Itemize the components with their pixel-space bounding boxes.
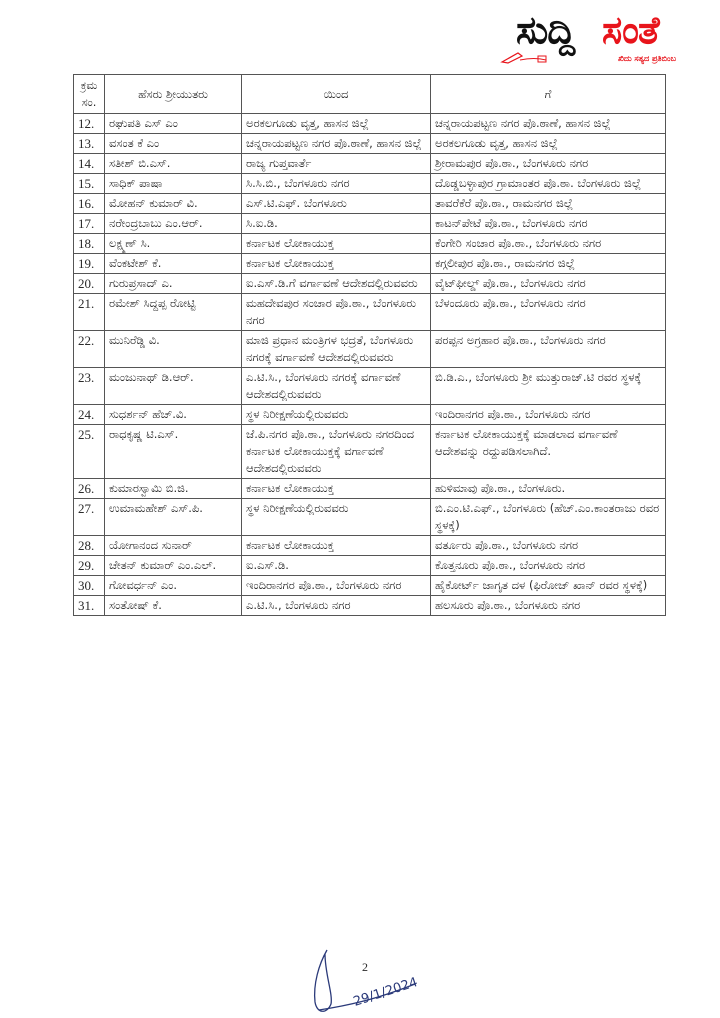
name-cell: ಸಾಧಿಕ್ ಪಾಷಾ: [105, 174, 242, 194]
from-cell: ಸ್ಥಳ ನಿರೀಕ್ಷಣೆಯಲ್ಲಿರುವವರು: [242, 499, 431, 536]
serial-cell: 29.: [74, 556, 105, 576]
to-cell: ಹಲಸೂರು ಪೊ.ಠಾ., ಬೆಂಗಳೂರು ನಗರ: [431, 596, 666, 616]
table-row: [74, 576, 666, 596]
table-header-row: [74, 75, 666, 114]
name-cell: ಗುರುಪ್ರಸಾದ್ ಎ.: [105, 274, 242, 294]
table-row: [74, 154, 666, 174]
table-row: [74, 405, 666, 425]
signature-date: 29/1/2024: [351, 974, 420, 1010]
logo-word-2: ಸಂತೆ: [602, 8, 659, 52]
serial-cell: 12.: [74, 114, 105, 134]
logo-word-1: ಸುದ್ದಿ: [516, 8, 575, 52]
name-cell: ರಾಧಕೃಷ್ಣ ಟಿ.ಎಸ್.: [105, 425, 242, 479]
brand-logo: [508, 8, 720, 64]
from-cell: ಎ.ಟಿ.ಸಿ., ಬೆಂಗಳೂರು ನಗರಕ್ಕೆ ವರ್ಗಾವಣೆ ಆದೇಶದಲ್ಲಿರುವವರು: [242, 368, 431, 405]
to-cell: ಅರಕಲಗೂಡು ವೃತ್ತ, ಹಾಸನ ಜಿಲ್ಲೆ: [431, 134, 666, 154]
to-cell: ಬೆಳಂದೂರು ಪೊ.ಠಾ., ಬೆಂಗಳೂರು ನಗರ: [431, 294, 666, 331]
from-cell: ಸಿ.ಸಿ.ಬಿ., ಬೆಂಗಳೂರು ನಗರ: [242, 174, 431, 194]
name-cell: ವೆಂಕಟೇಶ್ ಕೆ.: [105, 254, 242, 274]
name-cell: ಸತೀಶ್ ಬಿ.ಎಸ್.: [105, 154, 242, 174]
from-cell: ಜೆ.ಪಿ.ನಗರ ಪೊ.ಠಾ., ಬೆಂಗಳೂರು ನಗರದಿಂದ ಕರ್ನಾಟಕ ಲೋಕಾಯುಕ್ತಕ್ಕೆ ವರ್ಗಾವಣೆ ಆದೇಶದಲ್ಲಿರುವವರು: [242, 425, 431, 479]
table-row: [74, 134, 666, 154]
serial-cell: 30.: [74, 576, 105, 596]
to-cell: ವೈಟ್‌ಫೀಲ್ಡ್ ಪೊ.ಠಾ., ಬೆಂಗಳೂರು ನಗರ: [431, 274, 666, 294]
table-row: [74, 114, 666, 134]
to-cell: ಬಿ.ಎಂ.ಟಿ.ಎಫ್., ಬೆಂಗಳೂರು (ಹೆಚ್.ಎಂ.ಕಾಂತರಾಜು ರವರ ಸ್ಥಳಕ್ಕೆ): [431, 499, 666, 536]
from-cell: ಎ.ಟಿ.ಸಿ., ಬೆಂಗಳೂರು ನಗರ: [242, 596, 431, 616]
serial-cell: 25.: [74, 425, 105, 479]
from-cell: ಕರ್ನಾಟಕ ಲೋಕಾಯುಕ್ತ: [242, 536, 431, 556]
from-cell: ಮಾಜಿ ಪ್ರಧಾನ ಮಂತ್ರಿಗಳ ಭದ್ರತೆ, ಬೆಂಗಳೂರು ನಗರಕ್ಕೆ ವರ್ಗಾವಣೆ ಆದೇಶದಲ್ಲಿರುವವರು: [242, 331, 431, 368]
page-number: 2: [362, 960, 368, 974]
to-cell: ಪರಪ್ಪನ ಅಗ್ರಹಾರ ಪೊ.ಠಾ., ಬೆಂಗಳೂರು ನಗರ: [431, 331, 666, 368]
to-cell: ಶ್ರೀರಾಮಪುರ ಪೊ.ಠಾ., ಬೆಂಗಳೂರು ನಗರ: [431, 154, 666, 174]
name-cell: ಸಂತೋಷ್ ಕೆ.: [105, 596, 242, 616]
to-cell: ಇಂದಿರಾನಗರ ಪೊ.ಠಾ., ಬೆಂಗಳೂರು ನಗರ: [431, 405, 666, 425]
table-row: [74, 368, 666, 405]
table-row: [74, 194, 666, 214]
from-cell: ಮಹದೇವಪುರ ಸಂಚಾರ ಪೊ.ಠಾ., ಬೆಂಗಳೂರು ನಗರ: [242, 294, 431, 331]
name-cell: ಯೋಗಾನಂದ ಸುನಾರ್: [105, 536, 242, 556]
serial-cell: 16.: [74, 194, 105, 214]
from-cell: ಚನ್ನರಾಯಪಟ್ಟಣ ನಗರ ಪೊ.ಠಾಣೆ, ಹಾಸನ ಜಿಲ್ಲೆ: [242, 134, 431, 154]
to-cell: ಕಾಟನ್‌ಪೇಟೆ ಪೊ.ಠಾ., ಬೆಂಗಳೂರು ನಗರ: [431, 214, 666, 234]
serial-cell: 13.: [74, 134, 105, 154]
table-row: [74, 331, 666, 368]
from-cell: ಕರ್ನಾಟಕ ಲೋಕಾಯುಕ್ತ: [242, 479, 431, 499]
transfer-table: [73, 74, 666, 616]
name-cell: ರಘುಪತಿ ಎಸ್ ಎಂ: [105, 114, 242, 134]
serial-cell: 31.: [74, 596, 105, 616]
to-cell: ಹುಳಿಮಾವು ಪೊ.ಠಾ., ಬೆಂಗಳೂರು.: [431, 479, 666, 499]
to-cell: ಕೆಂಗೇರಿ ಸಂಚಾರ ಪೊ.ಠಾ., ಬೆಂಗಳೂರು ನಗರ: [431, 234, 666, 254]
serial-cell: 23.: [74, 368, 105, 405]
name-cell: ನರೇಂದ್ರಬಾಬು ಎಂ.ಆರ್.: [105, 214, 242, 234]
signature: [305, 944, 435, 1018]
name-cell: ಕುಮಾರಸ್ವಾಮಿ ಬಿ.ಜಿ.: [105, 479, 242, 499]
serial-cell: 22.: [74, 331, 105, 368]
serial-cell: 28.: [74, 536, 105, 556]
to-cell: ಚನ್ನರಾಯಪಟ್ಟಣ ನಗರ ಪೊ.ಠಾಣೆ, ಹಾಸನ ಜಿಲ್ಲೆ: [431, 114, 666, 134]
serial-cell: 24.: [74, 405, 105, 425]
to-cell: ಕಗ್ಗಲೀಪುರ ಪೊ.ಠಾ., ರಾಮನಗರ ಜಿಲ್ಲೆ: [431, 254, 666, 274]
to-cell: ದೊಡ್ಡಬಳ್ಳಾಪುರ ಗ್ರಾಮಾಂತರ ಪೊ.ಠಾ. ಬೆಂಗಳೂರು ಜಿಲ್ಲೆ: [431, 174, 666, 194]
name-cell: ವಸಂತ ಕೆ ಎಂ: [105, 134, 242, 154]
table-row: [74, 234, 666, 254]
serial-cell: 15.: [74, 174, 105, 194]
to-cell: ವರ್ತೂರು ಪೊ.ಠಾ., ಬೆಂಗಳೂರು ನಗರ: [431, 536, 666, 556]
header-serial: ಕ್ರಮ ಸಂ.: [74, 75, 105, 114]
table-row: [74, 254, 666, 274]
serial-cell: 20.: [74, 274, 105, 294]
pen-icon: [500, 50, 550, 64]
from-cell: ಐ.ಎಸ್.ಡಿ.ಗೆ ವರ್ಗಾವಣೆ ಆದೇಶದಲ್ಲಿರುವವರು: [242, 274, 431, 294]
from-cell: ಕರ್ನಾಟಕ ಲೋಕಾಯುಕ್ತ: [242, 254, 431, 274]
name-cell: ಚೇತನ್ ಕುಮಾರ್ ಎಂ.ಎಲ್.: [105, 556, 242, 576]
table-row: [74, 479, 666, 499]
to-cell: ಹೈಕೋರ್ಟ್ ಜಾಗೃತ ದಳ (ಫಿರೋಜ್ ಖಾನ್ ರವರ ಸ್ಥಳಕ್ಕೆ): [431, 576, 666, 596]
name-cell: ಗೋವರ್ಧನ್ ಎಂ.: [105, 576, 242, 596]
serial-cell: 21.: [74, 294, 105, 331]
table-row: [74, 556, 666, 576]
to-cell: ಕೊತ್ತನೂರು ಪೊ.ಠಾ., ಬೆಂಗಳೂರು ನಗರ: [431, 556, 666, 576]
serial-cell: 27.: [74, 499, 105, 536]
table-row: [74, 499, 666, 536]
table-row: [74, 174, 666, 194]
from-cell: ಎಸ್.ಟಿ.ಎಫ್. ಬೆಂಗಳೂರು: [242, 194, 431, 214]
from-cell: ಐ.ಎಸ್.ಡಿ.: [242, 556, 431, 576]
from-cell: ರಾಜ್ಯ ಗುಪ್ತವಾರ್ತೆ: [242, 154, 431, 174]
header-from: ಯಿಂದ: [242, 75, 431, 114]
from-cell: ಇಂದಿರಾನಗರ ಪೊ.ಠಾ., ಬೆಂಗಳೂರು ನಗರ: [242, 576, 431, 596]
name-cell: ಸುಧರ್ಶನ್ ಹೆಚ್.ವಿ.: [105, 405, 242, 425]
name-cell: ಮಂಜುನಾಥ್ ಡಿ.ಆರ್.: [105, 368, 242, 405]
serial-cell: 19.: [74, 254, 105, 274]
table-row: [74, 596, 666, 616]
name-cell: ಉಮಾಮಹೇಶ್ ಎಸ್.ಪಿ.: [105, 499, 242, 536]
to-cell: ಬಿ.ಡಿ.ಎ., ಬೆಂಗಳೂರು ಶ್ರೀ ಮುತ್ತುರಾಜ್.ಟಿ ರವರ ಸ್ಥಳಕ್ಕೆ: [431, 368, 666, 405]
logo-tagline: ಖಿದು ಸತ್ಯದ ಪ್ರತಿಬಿಂಬ: [618, 54, 677, 63]
serial-cell: 26.: [74, 479, 105, 499]
to-cell: ತಾವರೆಕೆರೆ ಪೊ.ಠಾ., ರಾಮನಗರ ಜಿಲ್ಲೆ: [431, 194, 666, 214]
name-cell: ಮೋಹನ್ ಕುಮಾರ್ ವಿ.: [105, 194, 242, 214]
table-row: [74, 214, 666, 234]
header-to: ಗೆ: [431, 75, 666, 114]
from-cell: ಸಿ.ಐ.ಡಿ.: [242, 214, 431, 234]
header-name: ಹೆಸರು ಶ್ರೀಯುತರು: [105, 75, 242, 114]
from-cell: ಅರಕಲಗೂಡು ವೃತ್ತ, ಹಾಸನ ಜಿಲ್ಲೆ: [242, 114, 431, 134]
from-cell: ಸ್ಥಳ ನಿರೀಕ್ಷಣೆಯಲ್ಲಿರುವವರು: [242, 405, 431, 425]
table-row: [74, 294, 666, 331]
name-cell: ರಮೇಶ್ ಸಿದ್ದಪ್ಪ ರೋಟ್ಟಿ: [105, 294, 242, 331]
name-cell: ಲಕ್ಷ್ಮಣ್ ಸಿ.: [105, 234, 242, 254]
table-row: [74, 274, 666, 294]
to-cell: ಕರ್ನಾಟಕ ಲೋಕಾಯುಕ್ತಕ್ಕೆ ಮಾಡಲಾದ ವರ್ಗಾವಣೆ ಆದೇಶವನ್ನು ರದ್ದುಪಡಿಸಲಾಗಿದೆ.: [431, 425, 666, 479]
serial-cell: 17.: [74, 214, 105, 234]
name-cell: ಮುನಿರೆಡ್ಡಿ ವಿ.: [105, 331, 242, 368]
serial-cell: 14.: [74, 154, 105, 174]
serial-cell: 18.: [74, 234, 105, 254]
table-row: [74, 536, 666, 556]
from-cell: ಕರ್ನಾಟಕ ಲೋಕಾಯುಕ್ತ: [242, 234, 431, 254]
table-row: [74, 425, 666, 479]
